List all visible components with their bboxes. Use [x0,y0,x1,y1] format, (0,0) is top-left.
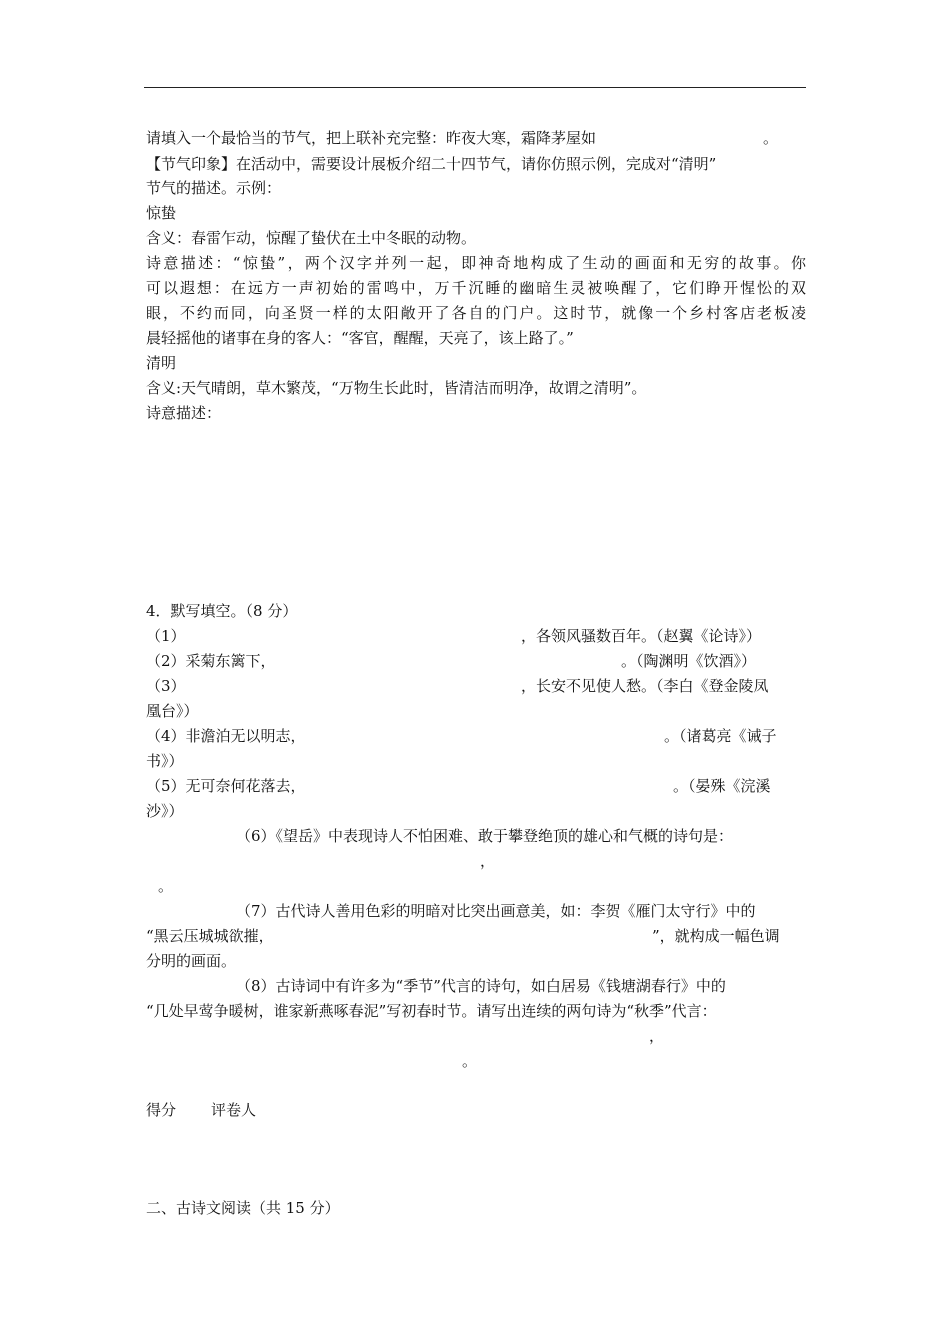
q4-item-7-right: ”，就构成一幅色调 [652,927,780,945]
score-label: 得分 [146,1101,177,1119]
q4-item-5-left: （5）无可奈何花落去， [146,777,306,795]
q4-item-3-cont: 凰台》） [146,702,199,720]
grader-label: 评卷人 [211,1101,257,1119]
fill-solar-term-prompt: 请填入一个最恰当的节气，把上联补充完整：昨夜大寒，霜降茅屋如 [146,129,597,147]
q4-item-5-cont: 沙》） [146,802,184,820]
q4-item-5-right: 。（晏殊《浣溪 [673,777,771,795]
q4-item-4-cont: 书》） [146,752,184,770]
q4-item-3-right: ，长安不见使人愁。（李白《登金陵凤 [521,677,769,695]
q4-item-8-comma: ， [649,1027,665,1045]
jingzhe-poetic-line-1: 诗意描述：“惊蛰”，两个汉字并列一起，即神奇地构成了生动的画面和无穷的故事。你 [146,254,806,272]
q4-item-7-cont: 分明的画面。 [146,952,237,970]
example-term-jingzhe: 惊蛰 [146,204,177,222]
jingzhe-meaning: 含义：春雷乍动，惊醒了蛰伏在土中冬眠的动物。 [146,229,477,247]
fill-blank-end: 。 [763,129,779,147]
q4-item-7: （7）古代诗人善用色彩的明暗对比突出画意美，如：李贺《雁门太守行》中的 [236,902,756,920]
jingzhe-poetic-line-2: 可以遐想：在远方一声初始的雷鸣中，万千沉睡的幽暗生灵被唤醒了，它们睁开惺忪的双 [146,279,806,297]
q4-item-8-line-2: “几处早莺争暖树，谁家新燕啄春泥”写初春时节。请写出连续的两句诗为“秋季”代言： [146,1002,717,1020]
q4-item-2-left: （2）采菊东篱下， [146,652,276,670]
q4-item-2-right: 。（陶渊明《饮酒》） [621,652,757,670]
jingzhe-poetic-line-4: 晨轻摇他的诸事在身的客人：“客官，醒醒，天亮了，该上路了。” [146,329,574,347]
header-rule [144,87,806,88]
q4-item-1-right: ，各领风骚数百年。（赵翼《论诗》） [521,627,762,645]
q4-item-8: （8）古诗词中有许多为“季节”代言的诗句，如白居易《钱塘湖春行》中的 [236,977,726,995]
q4-item-6-end: 。 [158,877,174,895]
q4-item-6: （6）《望岳》中表现诗人不怕困难、敢于攀登绝顶的雄心和气概的诗句是： [236,827,734,845]
q4-title: 4．默写填空。（8 分） [146,602,298,620]
solar-term-intro-cont: 节气的描述。示例： [146,179,282,197]
q4-item-8-end: 。 [462,1052,478,1070]
qingming-meaning: 含义:天气晴朗，草木繁茂，“万物生长此时，皆清洁而明净，故谓之清明”。 [146,379,647,397]
term-qingming: 清明 [146,354,177,372]
q4-item-7-left: “黑云压城城欲摧， [146,927,274,945]
q4-item-6-comma: ， [480,852,496,870]
q4-item-1-left: （1） [146,627,186,645]
qingming-poetic-label: 诗意描述： [146,404,222,422]
solar-term-impression-intro: 【节气印象】在活动中，需要设计展板介绍二十四节气，请你仿照示例，完成对“清明” [146,155,717,173]
jingzhe-poetic-line-3: 眼，不约而同，向圣贤一样的太阳敞开了各自的门户。这时节，就像一个乡村客店老板凌 [146,304,806,322]
q4-item-3-left: （3） [146,677,186,695]
q4-item-4-left: （4）非澹泊无以明志， [146,727,306,745]
q4-item-4-right: 。（诸葛亮《诫子 [664,727,777,745]
section-2-heading: 二、古诗文阅读（共 15 分） [146,1199,340,1217]
